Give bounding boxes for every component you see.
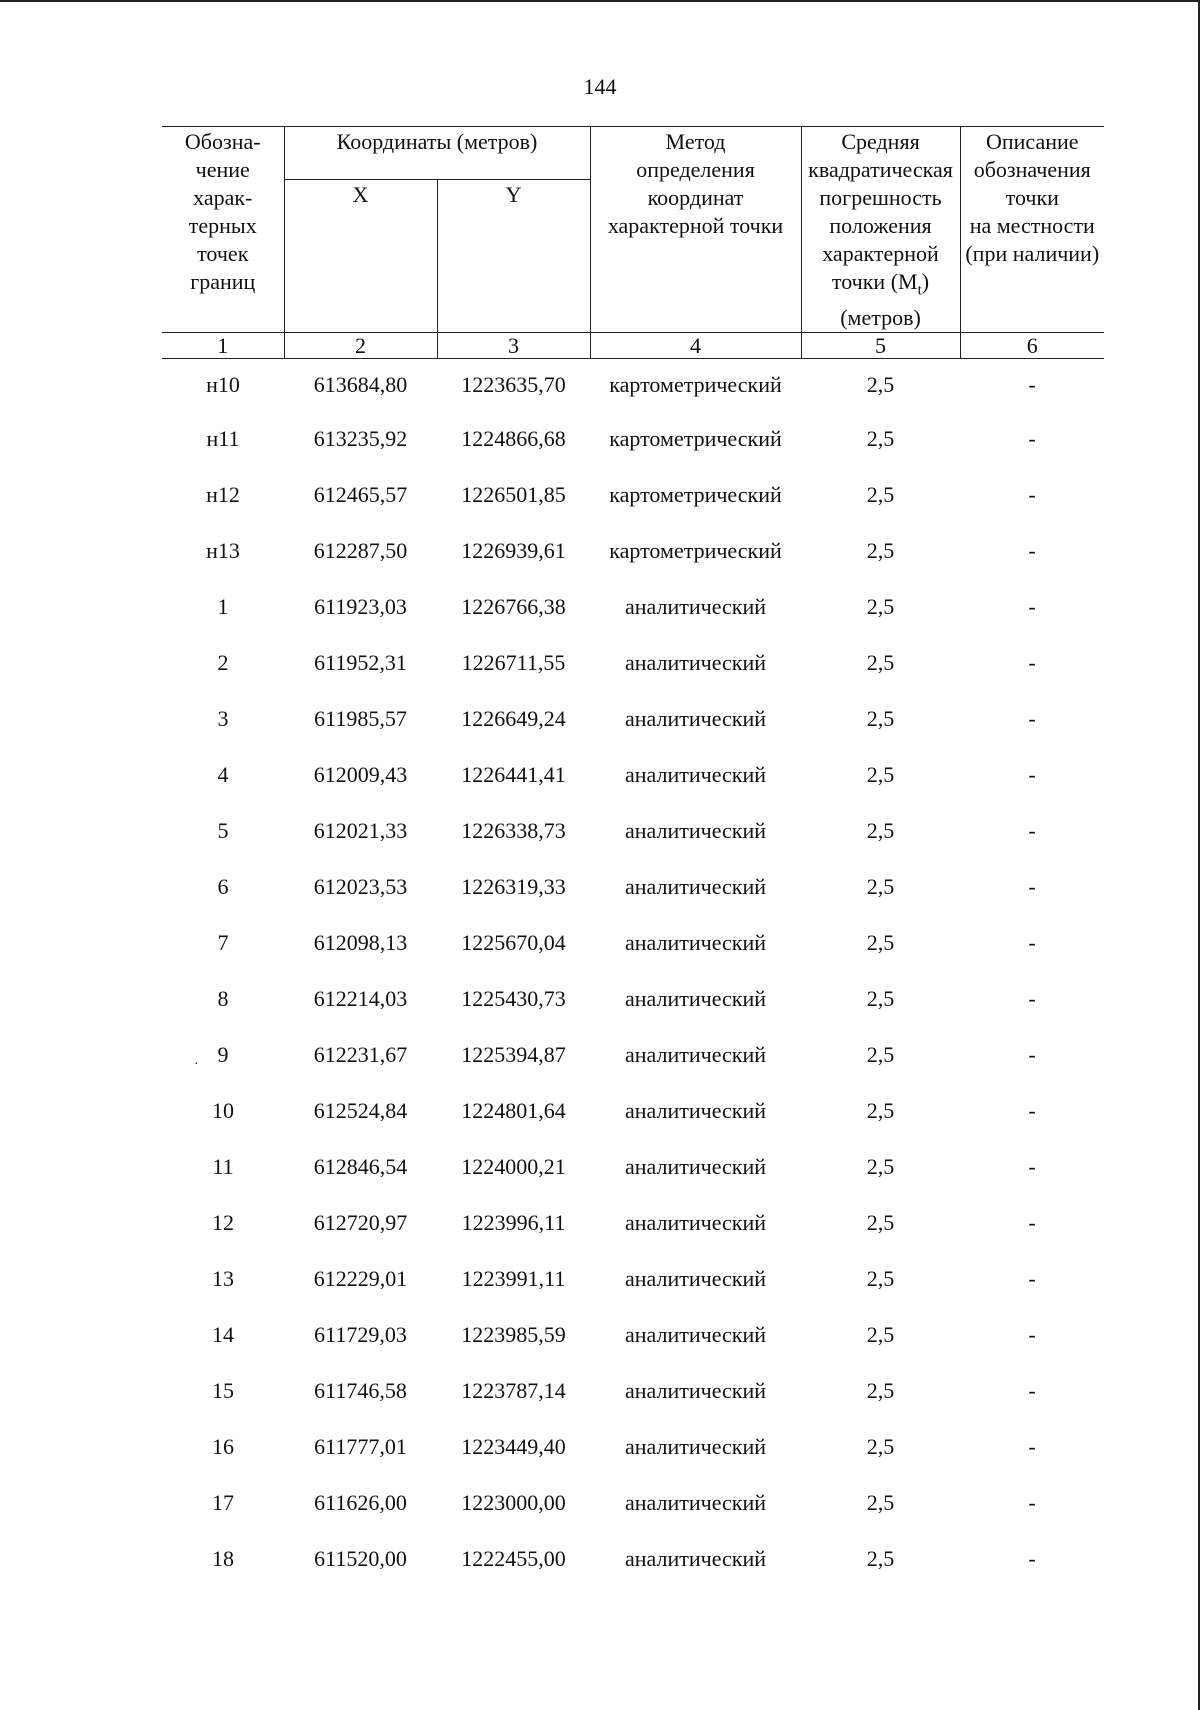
cell-x: 612098,13 <box>313 930 408 956</box>
cell-x: 611777,01 <box>314 1434 407 1460</box>
table-row <box>162 803 1104 859</box>
cell-y: 1226441,41 <box>461 762 566 788</box>
cell-method: аналитический <box>625 1490 767 1516</box>
cell-description: - <box>1028 426 1036 452</box>
cell-description: - <box>1028 1098 1036 1124</box>
cell-description: - <box>1028 594 1036 620</box>
cell-error: 2,5 <box>866 762 895 788</box>
cell-description: - <box>1028 930 1036 956</box>
cell-designation: н11 <box>206 426 240 452</box>
cell-error: 2,5 <box>866 1042 895 1068</box>
cell-x: 611626,00 <box>314 1490 407 1516</box>
cell-description: - <box>1028 1210 1036 1236</box>
column-number: 3 <box>437 333 590 359</box>
cell-y: 1226501,85 <box>461 482 566 508</box>
cell-method: аналитический <box>625 1042 767 1068</box>
cell-designation: 10 <box>212 1098 234 1124</box>
table-row <box>162 1531 1104 1587</box>
cell-description: - <box>1028 1154 1036 1180</box>
cell-designation: 8 <box>217 986 229 1012</box>
table-row <box>162 635 1104 691</box>
cell-x: 613684,80 <box>313 372 408 398</box>
table-row <box>162 523 1104 579</box>
cell-method: аналитический <box>625 1434 767 1460</box>
cell-y: 1226766,38 <box>461 594 566 620</box>
cell-description: - <box>1028 1546 1036 1572</box>
cell-method: аналитический <box>625 1098 767 1124</box>
cell-description: - <box>1028 874 1036 900</box>
cell-method: аналитический <box>625 594 767 620</box>
cell-method: картометрический <box>609 372 782 398</box>
cell-error: 2,5 <box>866 1266 895 1292</box>
cell-designation: 7 <box>217 930 229 956</box>
cell-description: - <box>1028 1322 1036 1348</box>
cell-error: 2,5 <box>866 1098 895 1124</box>
cell-description: - <box>1028 1490 1036 1516</box>
cell-error: 2,5 <box>866 1210 895 1236</box>
cell-error: 2,5 <box>866 1434 895 1460</box>
cell-designation: 3 <box>217 706 229 732</box>
cell-designation: 17 <box>212 1490 234 1516</box>
cell-error: 2,5 <box>866 372 895 398</box>
cell-description: - <box>1028 538 1036 564</box>
table-row <box>162 1027 1104 1083</box>
cell-x: 611985,57 <box>314 706 407 732</box>
table-body <box>162 359 1104 1588</box>
table-row <box>162 915 1104 971</box>
table-row <box>162 971 1104 1027</box>
table-row <box>162 359 1104 412</box>
cell-x: 611746,58 <box>314 1378 407 1404</box>
cell-description: - <box>1028 762 1036 788</box>
cell-method: картометрический <box>609 538 782 564</box>
cell-error: 2,5 <box>866 1378 895 1404</box>
header-method: Метод определения координат характерной точки <box>590 127 801 333</box>
cell-designation: 5 <box>217 818 229 844</box>
cell-method: аналитический <box>625 1154 767 1180</box>
cell-y: 1225670,04 <box>461 930 566 956</box>
cell-designation: 13 <box>212 1266 234 1292</box>
header-designation: Обозна- чение харак- терных точек границ <box>162 127 284 333</box>
table-row <box>162 1419 1104 1475</box>
cell-x: 611520,00 <box>314 1546 407 1572</box>
cell-method: аналитический <box>625 1322 767 1348</box>
cell-description: - <box>1028 1266 1036 1292</box>
table-row <box>162 1363 1104 1419</box>
cell-x: 612465,57 <box>313 482 408 508</box>
table-row <box>162 691 1104 747</box>
cell-method: аналитический <box>625 818 767 844</box>
cell-error: 2,5 <box>866 650 895 676</box>
cell-x: 612524,84 <box>313 1098 408 1124</box>
header-error-prefix: Средняя квадратическая погрешность положения характерной точки (M <box>808 129 953 294</box>
cell-method: аналитический <box>625 762 767 788</box>
table-row <box>162 1083 1104 1139</box>
cell-y: 1226319,33 <box>461 874 566 900</box>
cell-x: 612023,53 <box>313 874 408 900</box>
cell-x: 611923,03 <box>314 594 407 620</box>
header-error-subscript: t <box>917 282 922 299</box>
cell-y: 1224801,64 <box>461 1098 566 1124</box>
cell-description: - <box>1028 818 1036 844</box>
cell-y: 1225394,87 <box>461 1042 566 1068</box>
stray-mark: · <box>194 1057 199 1072</box>
cell-error: 2,5 <box>866 1154 895 1180</box>
cell-method: картометрический <box>609 426 782 452</box>
cell-y: 1224000,21 <box>461 1154 566 1180</box>
cell-method: аналитический <box>625 986 767 1012</box>
header-y: Y <box>437 180 590 333</box>
cell-error: 2,5 <box>866 986 895 1012</box>
cell-y: 1223991,11 <box>461 1266 566 1292</box>
column-number: 1 <box>162 333 284 359</box>
table-row <box>162 1251 1104 1307</box>
cell-error: 2,5 <box>866 706 895 732</box>
table-row <box>162 467 1104 523</box>
page-edge-top <box>0 0 1200 2</box>
cell-x: 612287,50 <box>313 538 408 564</box>
cell-error: 2,5 <box>866 482 895 508</box>
cell-designation: н10 <box>206 372 240 398</box>
cell-error: 2,5 <box>866 818 895 844</box>
cell-method: аналитический <box>625 1266 767 1292</box>
cell-description: - <box>1028 1378 1036 1404</box>
cell-method: картометрический <box>609 482 782 508</box>
cell-designation: 9 <box>217 1042 229 1068</box>
cell-y: 1223635,70 <box>461 372 566 398</box>
column-number: 5 <box>801 333 960 359</box>
cell-error: 2,5 <box>866 426 895 452</box>
cell-error: 2,5 <box>866 538 895 564</box>
header-coordinates: Координаты (метров) <box>284 127 590 180</box>
cell-method: аналитический <box>625 930 767 956</box>
cell-x: 612021,33 <box>313 818 408 844</box>
cell-error: 2,5 <box>866 930 895 956</box>
cell-x: 612009,43 <box>313 762 408 788</box>
column-number-row <box>162 333 1104 359</box>
table-row <box>162 1139 1104 1195</box>
cell-method: аналитический <box>625 706 767 732</box>
table-row <box>162 579 1104 635</box>
cell-y: 1224866,68 <box>461 426 566 452</box>
cell-error: 2,5 <box>866 1490 895 1516</box>
table-row <box>162 411 1104 467</box>
column-number: 6 <box>960 333 1104 359</box>
cell-description: - <box>1028 1434 1036 1460</box>
table-row <box>162 859 1104 915</box>
table-row <box>162 1307 1104 1363</box>
cell-method: аналитический <box>625 874 767 900</box>
table-row <box>162 1195 1104 1251</box>
table-row <box>162 1475 1104 1531</box>
cell-designation: н12 <box>206 482 240 508</box>
cell-method: аналитический <box>625 1210 767 1236</box>
cell-description: - <box>1028 986 1036 1012</box>
cell-y: 1226338,73 <box>461 818 566 844</box>
cell-designation: 12 <box>212 1210 234 1236</box>
cell-y: 1223449,40 <box>461 1434 566 1460</box>
cell-y: 1225430,73 <box>461 986 566 1012</box>
cell-error: 2,5 <box>866 594 895 620</box>
cell-method: аналитический <box>625 650 767 676</box>
cell-designation: 16 <box>212 1434 234 1460</box>
cell-error: 2,5 <box>866 1546 895 1572</box>
cell-x: 612214,03 <box>313 986 408 1012</box>
cell-description: - <box>1028 372 1036 398</box>
cell-y: 1223787,14 <box>461 1378 566 1404</box>
header-error-suffix: ) (метров) <box>840 269 930 331</box>
cell-x: 612846,54 <box>313 1154 408 1180</box>
cell-designation: 4 <box>217 762 229 788</box>
cell-designation: н13 <box>206 538 240 564</box>
cell-designation: 18 <box>212 1546 234 1572</box>
cell-y: 1226939,61 <box>461 538 566 564</box>
cell-y: 1223996,11 <box>461 1210 566 1236</box>
cell-y: 1226711,55 <box>461 650 566 676</box>
cell-x: 612229,01 <box>313 1266 408 1292</box>
cell-method: аналитический <box>625 1546 767 1572</box>
cell-x: 612231,67 <box>313 1042 408 1068</box>
table-row <box>162 747 1104 803</box>
cell-description: - <box>1028 706 1036 732</box>
cell-description: - <box>1028 650 1036 676</box>
cell-designation: 11 <box>212 1154 234 1180</box>
header-error <box>801 127 960 333</box>
cell-designation: 1 <box>217 594 229 620</box>
cell-error: 2,5 <box>866 874 895 900</box>
cell-x: 612720,97 <box>313 1210 408 1236</box>
page-number: 144 <box>583 74 617 99</box>
cell-y: 1223985,59 <box>461 1322 566 1348</box>
cell-description: - <box>1028 1042 1036 1068</box>
cell-y: 1223000,00 <box>461 1490 566 1516</box>
cell-y: 1222455,00 <box>461 1546 566 1572</box>
cell-method: аналитический <box>625 1378 767 1404</box>
cell-x: 611952,31 <box>314 650 407 676</box>
coordinates-table <box>162 126 1104 1587</box>
cell-y: 1226649,24 <box>461 706 566 732</box>
header-description: Описание обозначения точки на местности (при наличии) <box>960 127 1104 333</box>
cell-designation: 6 <box>217 874 229 900</box>
cell-x: 611729,03 <box>314 1322 407 1348</box>
cell-designation: 2 <box>217 650 229 676</box>
cell-x: 613235,92 <box>313 426 408 452</box>
column-number: 4 <box>590 333 801 359</box>
header-x: X <box>284 180 437 333</box>
cell-designation: 15 <box>212 1378 234 1404</box>
cell-description: - <box>1028 482 1036 508</box>
cell-designation: 14 <box>212 1322 234 1348</box>
column-number: 2 <box>284 333 437 359</box>
cell-error: 2,5 <box>866 1322 895 1348</box>
